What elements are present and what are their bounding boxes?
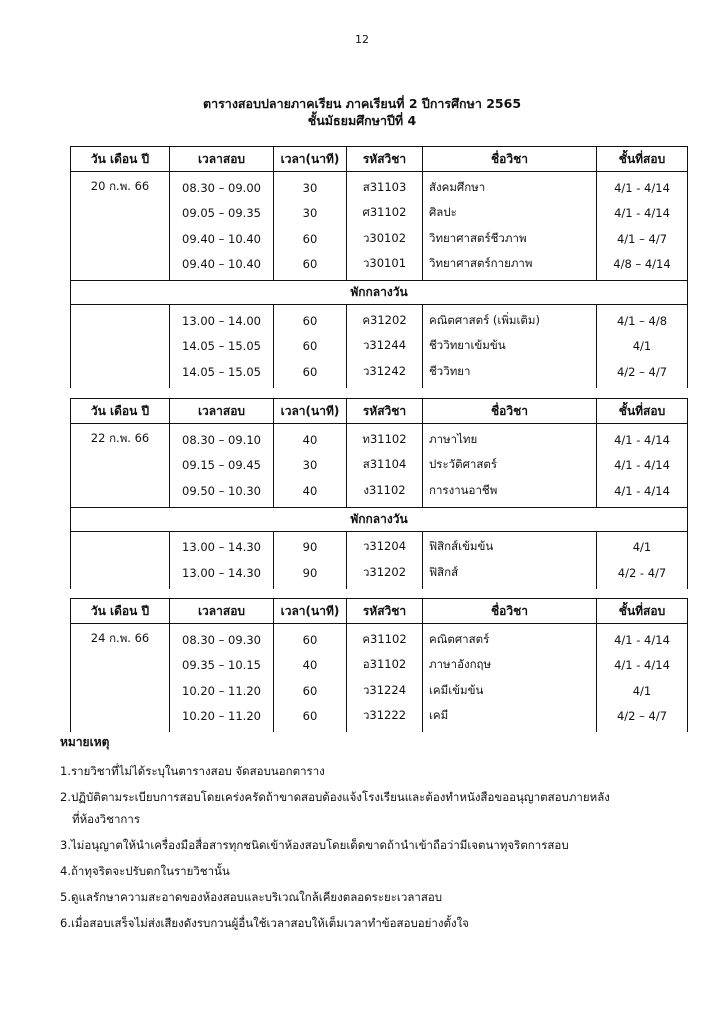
exam-minutes: 40 bbox=[274, 653, 347, 679]
class-range: 4/1 - 4/14 bbox=[597, 624, 688, 653]
note-item: 4.ถ้าทุจริตจะปรับตกในรายวิชานั้น bbox=[60, 864, 230, 878]
exam-date: 20 ก.พ. 66 bbox=[71, 172, 170, 281]
subject-code: ง31102 bbox=[347, 478, 423, 507]
exam-minutes: 30 bbox=[274, 172, 347, 201]
header-time: เวลาสอบ bbox=[170, 147, 274, 172]
subject-code: ว31242 bbox=[347, 359, 423, 388]
subject-name: เคมีเข้มข้น bbox=[423, 678, 597, 704]
exam-minutes: 30 bbox=[274, 453, 347, 479]
header-class: ชั้นที่สอบ bbox=[597, 599, 688, 624]
note-item: 6.เมื่อสอบเสร็จไม่ส่งเสียงดังรบกวนผู้อื่นใช้เวลาสอบให้เต็มเวลาทำข้อสอบอย่างตั้งใจ bbox=[60, 916, 469, 930]
exam-time: 09.15 – 09.45 bbox=[170, 453, 274, 479]
exam-time: 08.30 – 09.00 bbox=[170, 172, 274, 201]
exam-minutes: 60 bbox=[274, 704, 347, 733]
lunch-break-label: พักกลางวัน bbox=[71, 281, 688, 305]
title-line-2: ชั้นมัธยมศึกษาปีที่ 4 bbox=[307, 113, 417, 128]
subject-name: ภาษาไทย bbox=[423, 424, 597, 453]
header-minutes: เวลา(นาที) bbox=[274, 399, 347, 424]
class-range: 4/8 – 4/14 bbox=[597, 252, 688, 281]
subject-code: ค31102 bbox=[347, 624, 423, 653]
header-code: รหัสวิชา bbox=[347, 147, 423, 172]
subject-name: คณิตศาสตร์ (เพิ่มเติม) bbox=[423, 305, 597, 334]
subject-code: ท31102 bbox=[347, 424, 423, 453]
subject-code: ว31204 bbox=[347, 531, 423, 560]
exam-minutes: 90 bbox=[274, 560, 347, 589]
note-item: 3.ไม่อนุญาตให้นำเครื่องมือสื่อสารทุกชนิดเข้าห้องสอบโดยเด็ดขาดถ้านำเข้าถือว่ามีเจตนาทุจริตการสอบ bbox=[60, 838, 569, 852]
notes-heading: หมายเหตุ bbox=[60, 735, 110, 749]
subject-name: ชีววิทยาเข้มข้น bbox=[423, 334, 597, 360]
exam-minutes: 60 bbox=[274, 305, 347, 334]
class-range: 4/1 bbox=[597, 334, 688, 360]
header-code: รหัสวิชา bbox=[347, 599, 423, 624]
class-range: 4/1 – 4/8 bbox=[597, 305, 688, 334]
table-header-row bbox=[71, 399, 688, 424]
subject-name: ศิลปะ bbox=[423, 201, 597, 227]
lunch-break-row bbox=[71, 281, 688, 305]
class-range: 4/1 – 4/7 bbox=[597, 226, 688, 252]
exam-time: 13.00 – 14.00 bbox=[170, 305, 274, 334]
class-range: 4/1 - 4/14 bbox=[597, 478, 688, 507]
table-row bbox=[71, 172, 688, 201]
subject-code: ส31103 bbox=[347, 172, 423, 201]
header-time: เวลาสอบ bbox=[170, 399, 274, 424]
class-range: 4/1 bbox=[597, 678, 688, 704]
subject-code: ว31222 bbox=[347, 704, 423, 733]
subject-name: ประวัติศาสตร์ bbox=[423, 453, 597, 479]
subject-code: ค31202 bbox=[347, 305, 423, 334]
exam-date: 22 ก.พ. 66 bbox=[71, 424, 170, 508]
exam-minutes: 90 bbox=[274, 531, 347, 560]
title-line-1: ตารางสอบปลายภาคเรียน ภาคเรียนที่ 2 ปีการศึกษา 2565 bbox=[202, 96, 522, 111]
notes-section bbox=[60, 733, 690, 940]
subject-name: สังคมศึกษา bbox=[423, 172, 597, 201]
subject-name: ภาษาอังกฤษ bbox=[423, 653, 597, 679]
note-item: 2.ปฏิบัติตามระเบียบการสอบโดยเคร่งครัดถ้าขาดสอบต้องแจ้งโรงเรียนและต้องทำหนังสือขออนุญาตสอบภายหลัง bbox=[60, 790, 610, 804]
class-range: 4/1 bbox=[597, 531, 688, 560]
class-range: 4/2 – 4/7 bbox=[597, 704, 688, 733]
subject-code: ส31104 bbox=[347, 453, 423, 479]
exam-time: 14.05 – 15.05 bbox=[170, 334, 274, 360]
exam-time: 09.40 – 10.40 bbox=[170, 226, 274, 252]
subject-name: การงานอาชีพ bbox=[423, 478, 597, 507]
class-range: 4/1 - 4/14 bbox=[597, 653, 688, 679]
exam-time: 10.20 – 11.20 bbox=[170, 678, 274, 704]
subject-code: อ31102 bbox=[347, 653, 423, 679]
header-minutes: เวลา(นาที) bbox=[274, 599, 347, 624]
header-time: เวลาสอบ bbox=[170, 599, 274, 624]
class-range: 4/2 - 4/7 bbox=[597, 560, 688, 589]
exam-date-blank bbox=[71, 305, 170, 388]
class-range: 4/1 - 4/14 bbox=[597, 424, 688, 453]
exam-minutes: 40 bbox=[274, 478, 347, 507]
table-row bbox=[71, 531, 688, 560]
exam-minutes: 60 bbox=[274, 624, 347, 653]
exam-minutes: 60 bbox=[274, 226, 347, 252]
table-header-row bbox=[71, 599, 688, 624]
exam-time: 08.30 – 09.10 bbox=[170, 424, 274, 453]
exam-time: 09.40 – 10.40 bbox=[170, 252, 274, 281]
subject-code: ว30102 bbox=[347, 226, 423, 252]
subject-name: ชีววิทยา bbox=[423, 359, 597, 388]
class-range: 4/2 – 4/7 bbox=[597, 359, 688, 388]
exam-minutes: 30 bbox=[274, 201, 347, 227]
class-range: 4/1 - 4/14 bbox=[597, 172, 688, 201]
subject-code: ว31202 bbox=[347, 560, 423, 589]
lunch-break-label: พักกลางวัน bbox=[71, 507, 688, 531]
table-row bbox=[71, 624, 688, 653]
header-minutes: เวลา(นาที) bbox=[274, 147, 347, 172]
subject-name: คณิตศาสตร์ bbox=[423, 624, 597, 653]
header-class: ชั้นที่สอบ bbox=[597, 399, 688, 424]
exam-table-1 bbox=[70, 146, 688, 388]
exam-time: 09.05 – 09.35 bbox=[170, 201, 274, 227]
exam-minutes: 40 bbox=[274, 424, 347, 453]
exam-time: 13.00 – 14.30 bbox=[170, 560, 274, 589]
exam-minutes: 60 bbox=[274, 252, 347, 281]
exam-minutes: 60 bbox=[274, 678, 347, 704]
subject-code: ว30101 bbox=[347, 252, 423, 281]
page-title bbox=[0, 95, 724, 129]
exam-minutes: 60 bbox=[274, 359, 347, 388]
subject-name: ฟิสิกส์ bbox=[423, 560, 597, 589]
table-row bbox=[71, 424, 688, 453]
exam-time: 14.05 – 15.05 bbox=[170, 359, 274, 388]
exam-time: 09.35 – 10.15 bbox=[170, 653, 274, 679]
header-subject: ชื่อวิชา bbox=[423, 599, 597, 624]
subject-name: ฟิสิกส์เข้มข้น bbox=[423, 531, 597, 560]
exam-time: 08.30 – 09.30 bbox=[170, 624, 274, 653]
exam-table-2 bbox=[70, 398, 688, 589]
exam-date: 24 ก.พ. 66 bbox=[71, 624, 170, 733]
exam-time: 09.50 – 10.30 bbox=[170, 478, 274, 507]
subject-code: ศ31102 bbox=[347, 201, 423, 227]
note-item: 5.ดูแลรักษาความสะอาดของห้องสอบและบริเวณใกล้เคียงตลอดระยะเวลาสอบ bbox=[60, 890, 443, 904]
exam-table-3 bbox=[70, 598, 688, 732]
note-item: 1.รายวิชาที่ไม่ได้ระบุในตารางสอบ จัดสอบนอกตาราง bbox=[60, 764, 325, 778]
header-date: วัน เดือน ปี bbox=[71, 147, 170, 172]
subject-name: เคมี bbox=[423, 704, 597, 733]
class-range: 4/1 - 4/14 bbox=[597, 453, 688, 479]
header-subject: ชื่อวิชา bbox=[423, 399, 597, 424]
lunch-break-row bbox=[71, 507, 688, 531]
header-code: รหัสวิชา bbox=[347, 399, 423, 424]
subject-name: วิทยาศาสตร์ชีวภาพ bbox=[423, 226, 597, 252]
header-subject: ชื่อวิชา bbox=[423, 147, 597, 172]
exam-date-blank bbox=[71, 531, 170, 589]
exam-time: 10.20 – 11.20 bbox=[170, 704, 274, 733]
table-header-row bbox=[71, 147, 688, 172]
exam-time: 13.00 – 14.30 bbox=[170, 531, 274, 560]
class-range: 4/1 - 4/14 bbox=[597, 201, 688, 227]
table-row bbox=[71, 305, 688, 334]
subject-name: วิทยาศาสตร์กายภาพ bbox=[423, 252, 597, 281]
header-date: วัน เดือน ปี bbox=[71, 599, 170, 624]
page-number: 12 bbox=[355, 33, 369, 46]
note-item-continuation: ที่ห้องวิชาการ bbox=[72, 812, 141, 826]
subject-code: ว31244 bbox=[347, 334, 423, 360]
header-class: ชั้นที่สอบ bbox=[597, 147, 688, 172]
subject-code: ว31224 bbox=[347, 678, 423, 704]
header-date: วัน เดือน ปี bbox=[71, 399, 170, 424]
exam-minutes: 60 bbox=[274, 334, 347, 360]
